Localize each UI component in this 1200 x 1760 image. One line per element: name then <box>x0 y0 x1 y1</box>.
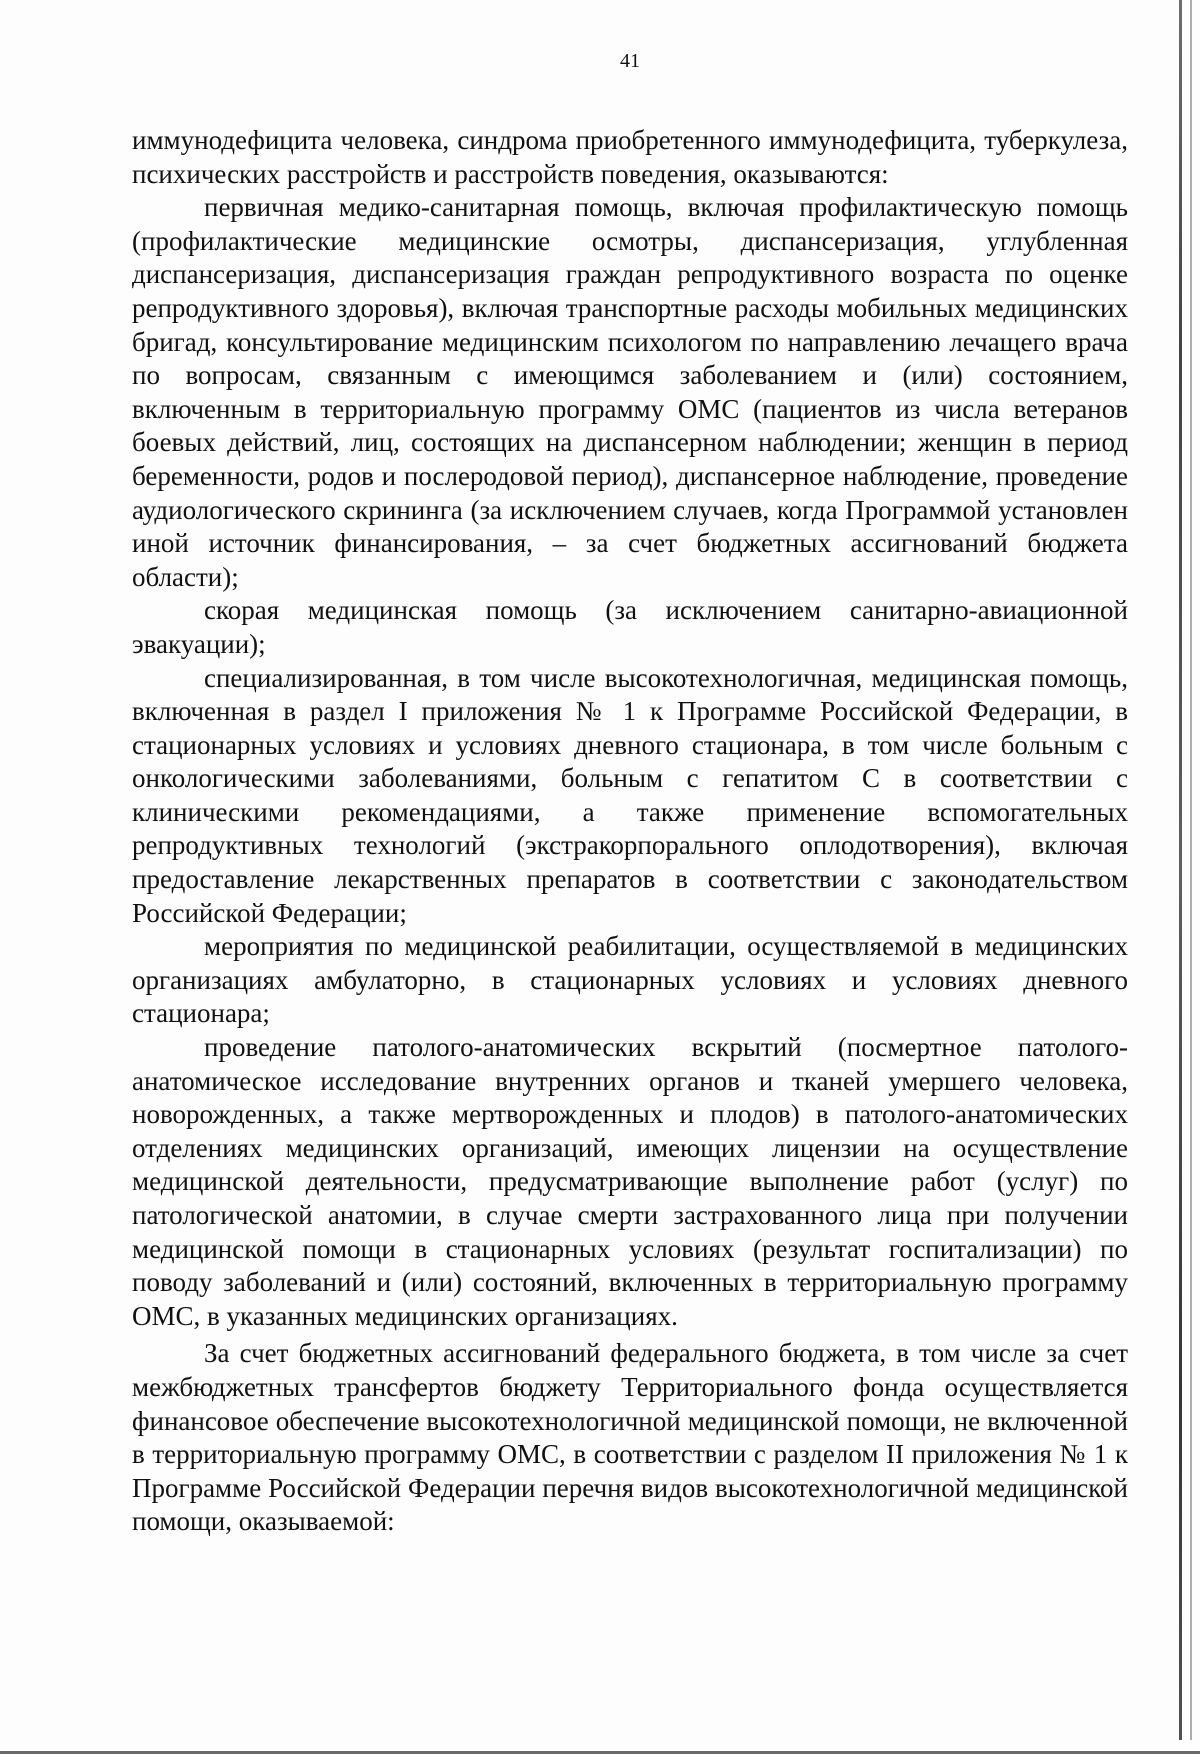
paragraph-autopsy: проведение патолого-анатомических вскрытий (посмертное патолого-анатомическое исследование внутренних органов и тканей умершего человека, новорожденных, а также мертворожденных и плодов) в патолого-анатомических отделениях медицинских организаций, имеющих лицензии на осуществление медицинской деятельности, предусматривающие выполнение работ (услуг) по патологической анатомии, в случае смерти застрахованного лица при получении медицинской помощи в стационарных условиях (результат госпитализации) по поводу заболеваний и (или) состояний, включенных в территориальную программу ОМС, в указанных медицинских организациях. <box>132 1032 1128 1331</box>
paragraph-emergency-care: скорая медицинская помощь (за исключением санитарно-авиационной эвакуации); <box>132 595 1128 659</box>
paragraph-primary-care: первичная медико-санитарная помощь, включая профилактическую помощь (профилактические медицинские осмотры, диспансеризация, углубленная диспансеризация, диспансеризация граждан репродуктивного возраста по оценке репродуктивного здоровья), включая транспортные расходы мобильных медицинских бригад, консультирование медицинским психологом по направлению лечащего врача по вопросам, связанным с имеющимся заболеванием и (или) состоянием, включенным в территориальную программу ОМС (пациентов из числа ветеранов боевых действий, лиц, состоящих на диспансерном наблюдении; женщин в период беременности, родов и послеродовой период), диспансерное наблюдение, проведение аудиологического скрининга (за исключением случаев, когда Программой установлен иной источник финансирования, – за счет бюджетных ассигнований бюджета области); <box>132 192 1128 592</box>
scan-edge-right <box>1179 0 1182 1740</box>
paragraph-specialized-care: специализированная, в том числе высокотехнологичная, медицинская помощь, включенная в раздел I приложения № 1 к Программе Российской Федерации, в стационарных условиях и условиях дневного стационара, в том числе больным с онкологическими заболеваниями, больным с гепатитом С в соответствии с клиническими рекомендациями, а также применение вспомогательных репродуктивных технологий (экстракорпорального оплодотворения), включая предоставление лекарственных препаратов в соответствии с законодательством Российской Федерации; <box>132 662 1128 928</box>
paragraph-rehabilitation: мероприятия по медицинской реабилитации, осуществляемой в медицинских организациях амбулаторно, в стационарных условиях и условиях дневного стационара; <box>132 931 1128 1029</box>
scan-edge-right-outer <box>1190 0 1192 1740</box>
paragraph-continuation: иммунодефицита человека, синдрома приобретенного иммунодефицита, туберкулеза, психических расстройств и расстройств поведения, оказываются: <box>132 125 1128 189</box>
scan-edge-bottom <box>0 1751 1200 1754</box>
document-body <box>132 124 1128 1539</box>
page-number: 41 <box>620 50 640 72</box>
paragraph-federal-budget: За счет бюджетных ассигнований федерального бюджета, в том числе за счет межбюджетных трансфертов бюджету Территориального фонда осуществляется финансовое обеспечение высокотехнологичной медицинской помощи, не включенной в территориальную программу ОМС, в соответствии с разделом II приложения № 1 к Программе Российской Федерации перечня видов высокотехнологичной медицинской помощи, оказываемой: <box>132 1338 1128 1537</box>
